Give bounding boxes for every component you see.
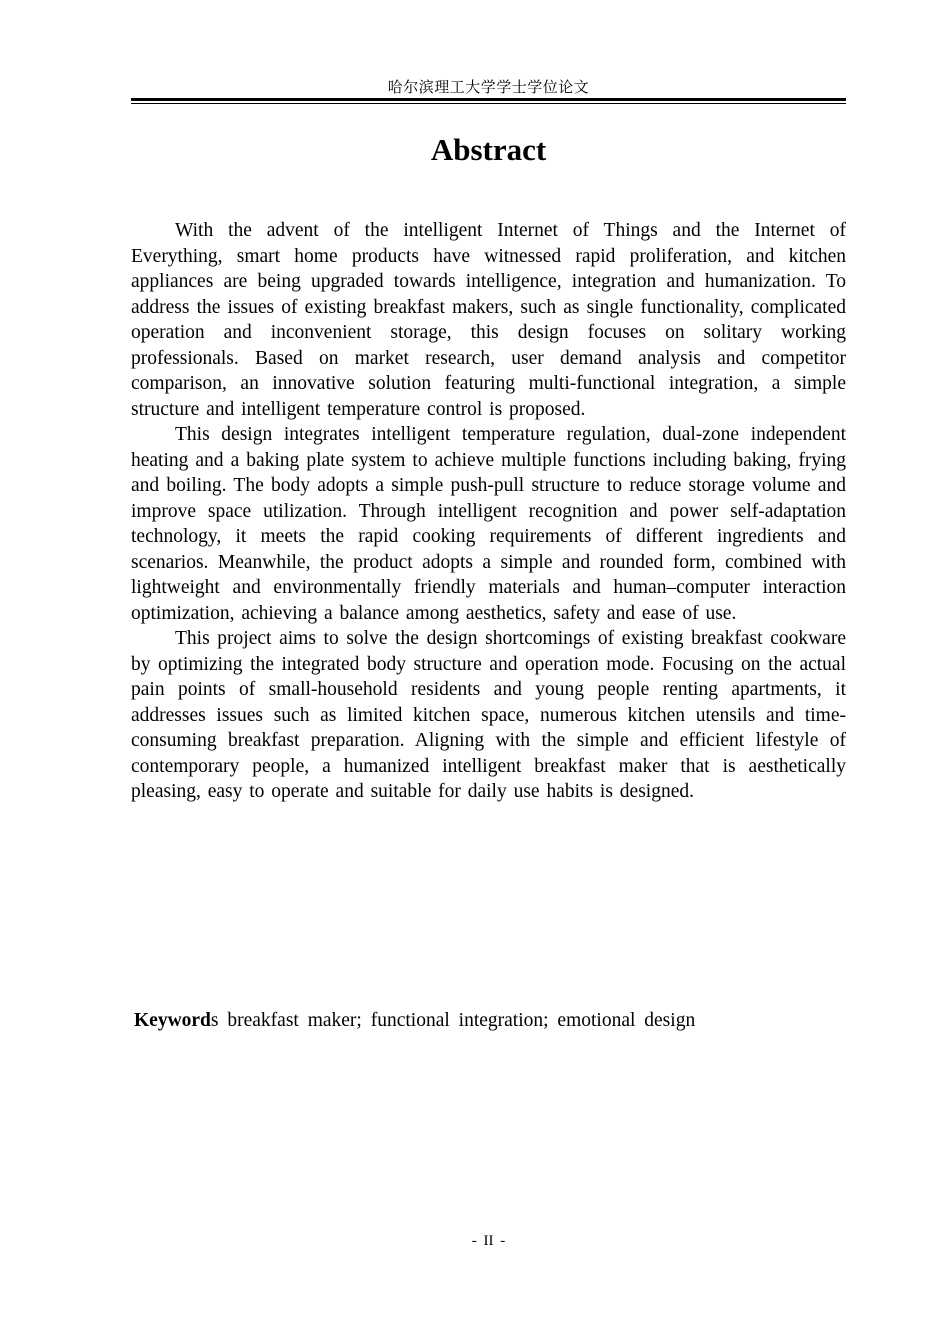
keywords-label: Keyword xyxy=(134,1010,211,1031)
header-rule-thick xyxy=(131,98,846,101)
abstract-paragraph-1: With the advent of the intelligent Internet of Things and the Internet of Everything, smart home products have witnessed rapid proliferation, and kitchen appliances are being upgraded towards intelligence, integration and humanization. To address the issues of existing breakfast makers, such as single functionality, complicated operation and inconvenient storage, this design focuses on solitary working professionals. Based on market research, user demand analysis and competitor comparison, an innovative solution featuring multi-functional integration, a simple structure and intelligent temperature control is proposed. xyxy=(131,220,846,420)
abstract-heading: Abstract xyxy=(430,132,547,167)
keywords-label-suffix: s xyxy=(210,1010,219,1031)
abstract-paragraph-2: This design integrates intelligent temperature regulation, dual-zone independent heating and a baking plate system to achieve multiple functions including baking, frying and boiling. The body adopts a simple push-pull structure to reduce storage volume and improve space utilization. Through intelligent recognition and power self-adaptation technology, it meets the rapid cooking requirements of different ingredients and scenarios. Meanwhile, the product adopts a simple and rounded form, combined with lightweight and environmentally friendly materials and human–computer interaction optimization, achieving a balance among aesthetics, safety and ease of use. xyxy=(131,424,846,624)
header-title: 哈尔滨理工大学学士学位论文 xyxy=(387,80,590,96)
keywords-text: breakfast maker; functional integration; emotional design xyxy=(218,1010,696,1031)
page-number: - II - xyxy=(471,1233,506,1249)
header-rule-thin xyxy=(131,103,846,104)
keywords-line xyxy=(134,1008,846,1034)
abstract-paragraph-3: This project aims to solve the design shortcomings of existing breakfast cookware by optimizing the integrated body structure and operation mode. Focusing on the actual pain points of small-household residents and young people renting apartments, it addresses issues such as limited kitchen space, numerous kitchen utensils and time-consuming breakfast preparation. Aligning with the simple and efficient lifestyle of contemporary people, a humanized intelligent breakfast maker that is aesthetically pleasing, easy to operate and suitable for daily use habits is designed. xyxy=(131,628,846,802)
abstract-body xyxy=(131,218,846,805)
